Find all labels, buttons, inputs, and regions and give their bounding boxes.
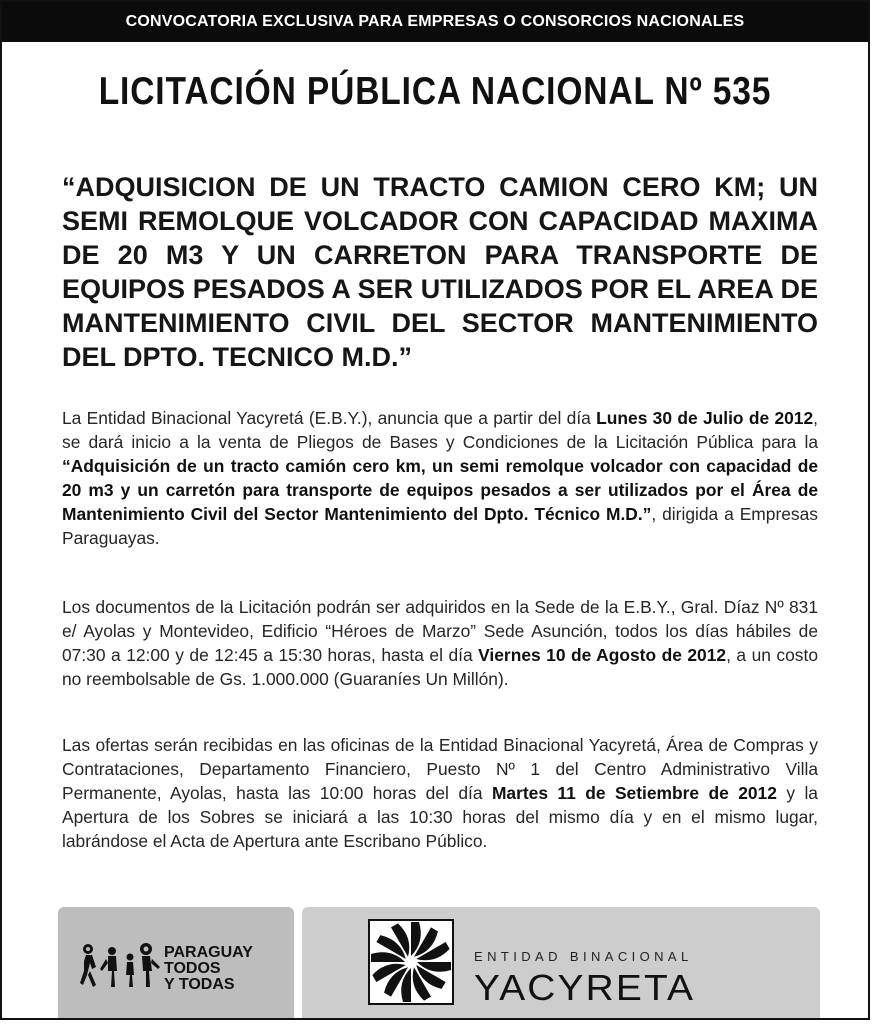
yacyreta-text: YACYRETA: [474, 967, 696, 1008]
pt-line2: TODOS: [164, 960, 221, 977]
p2-text-c: , a un costo no reembolsable de Gs. 1.000.000 (Guaraníes Un Millón).: [62, 645, 818, 689]
p3-text-c: y la Apertura de los Sobres se iniciará a las 10:30 horas del mismo día y en el mismo lugar, labrándose el Acta de Apertura ante Escribano Público.: [62, 783, 818, 851]
yacyreta-spiral-icon: [368, 919, 454, 1005]
yacyreta-logo-panel: [302, 907, 820, 1018]
paraguay-logo-panel: [58, 907, 294, 1018]
banner: [2, 2, 868, 42]
pt-line1: PARAGUAY: [164, 944, 253, 961]
p1-text-c: , se dará inicio a la venta de Pliegos de Bases y Condiciones de la Licitación Pública para la: [62, 408, 818, 452]
paragraph-documents: [62, 595, 818, 691]
p1-text-a: La Entidad Binacional Yacyretá (E.B.Y.), anuncia que a partir del día: [62, 408, 597, 428]
pt-line3: Y TODAS: [164, 976, 235, 993]
page-title: LICITACIÓN PÚBLICA NACIONAL Nº 535: [98, 70, 772, 113]
people-figures-icon: [80, 941, 162, 991]
tender-subject: “ADQUISICION DE UN TRACTO CAMION CERO KM; UN SEMI REMOLQUE VOLCADOR CON CAPACIDAD MAXIMA DE 20 M3 Y UN CARRETON PARA TRANSPORTE DE EQUIPOS PESADOS A SER UTILIZADOS POR EL AREA DE MANTENIMIENTO CIVIL DEL SECTOR MANTENIMIENTO DEL DPTO. TECNICO M.D.”: [62, 172, 818, 372]
paragraph-offers: [62, 733, 818, 853]
p2-date: Viernes 10 de Agosto de 2012: [478, 645, 727, 665]
p3-text-a: Las ofertas serán recibidas en las oficinas de la Entidad Binacional Yacyretá, Área de Compras y Contrataciones, Departamento Financiero, Puesto Nº 1 del Centro Administrativo Villa Permanente, Ayolas, hasta las 10:00 horas del día: [62, 735, 818, 803]
p2-text-a: Los documentos de la Licitación podrán ser adquiridos en la Sede de la E.B.Y., Gral. Díaz Nº 831 e/ Ayolas y Montevideo, Edificio “Héroes de Marzo” Sede Asunción, todos los días hábiles de 07:30 a 12:00 y de 12:45 a 15:30 horas, hasta el día: [62, 597, 818, 665]
p1-date: Lunes 30 de Julio de 2012: [596, 408, 814, 428]
p1-object: “Adquisición de un tracto camión cero km, un semi remolque volcador con capacidad de 20 m3 y un carretón para transporte de equipos pesados a ser utilizados por el Área de Mantenimiento Civil del Sector Mantenimiento del Dpto. Técnico M.D.”: [62, 456, 818, 524]
entidad-binacional-text: ENTIDAD BINACIONAL: [474, 949, 693, 964]
p1-text-e: , dirigida a Empresas Paraguayas.: [62, 504, 818, 548]
paraguay-todos-text: [164, 945, 253, 993]
p3-date: Martes 11 de Setiembre de 2012: [491, 783, 777, 803]
paragraph-sale-start: [62, 406, 818, 550]
banner-text: CONVOCATORIA EXCLUSIVA PARA EMPRESAS O CONSORCIOS NACIONALES: [125, 13, 745, 30]
